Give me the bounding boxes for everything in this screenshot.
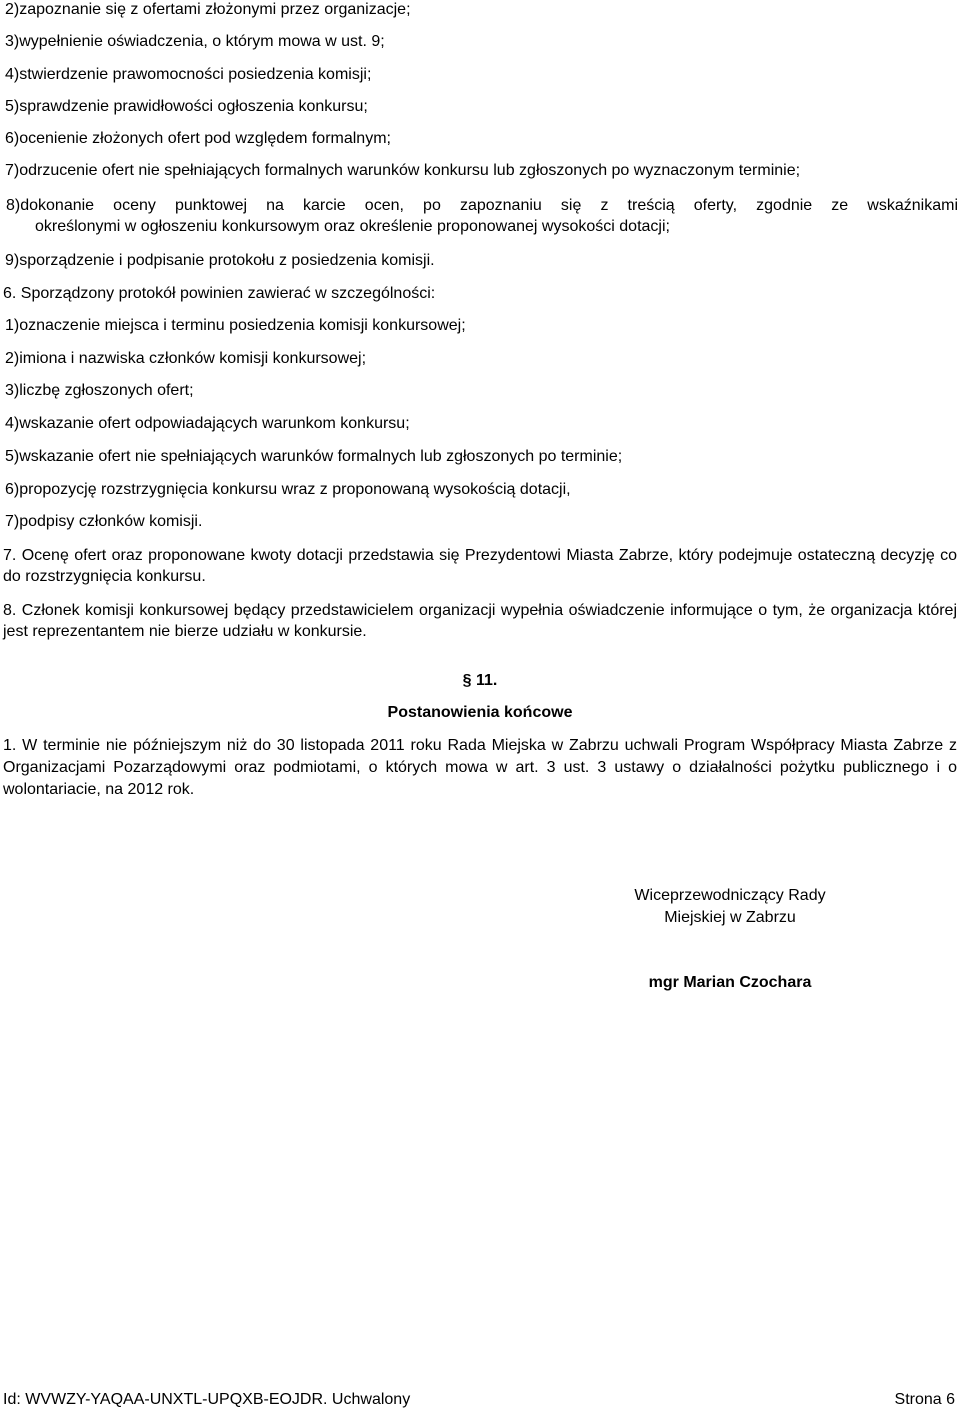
signatory-name: mgr Marian Czochara	[648, 974, 812, 991]
section-title: Postanowienia końcowe	[387, 704, 573, 721]
paragraph-6: 6. Sporządzony protokół powinien zawierać w szczególności:	[3, 285, 436, 302]
final-paragraph: 1. W terminie nie późniejszym niż do 30 listopada 2011 roku Rada Miejska w Zabrzu uchwali Program Współpracy Miasta Zabrze z Organizacjami Pozarządowymi oraz podmiotami, o których mowa w art. 3 ust. 3 ustawy o działalności pożytku publicznego i o wolontariacie, na 2012 rok.	[3, 737, 957, 798]
list-item: 9)sporządzenie i podpisanie protokołu z posiedzenia komisji.	[5, 252, 435, 269]
list-item: 4)stwierdzenie prawomocności posiedzenia komisji;	[5, 66, 372, 83]
list-item: 4)wskazanie ofert odpowiadających warunkom konkursu;	[5, 415, 410, 432]
list-item-8-continuation: określonymi w ogłoszeniu konkursowym oraz określenie proponowanej wysokości dotacji;	[35, 218, 670, 235]
paragraph-8: 8. Członek komisji konkursowej będący przedstawicielem organizacji wypełnia oświadczenie informujące o tym, że organizacja której jest reprezentantem nie bierze udziału w konkursie.	[3, 602, 957, 640]
paragraph-7: 7. Ocenę ofert oraz proponowane kwoty dotacji przedstawia się Prezydentowi Miasta Zabrze, który podejmuje ostateczną decyzję co do rozstrzygnięcia konkursu.	[3, 547, 957, 585]
list-item-8-first-line: 8)dokonanie oceny punktowej na karcie ocen, po zapoznaniu się z treścią oferty, zgodnie ze wskaźnikami	[6, 197, 958, 214]
list-item: 6)propozycję rozstrzygnięcia konkursu wraz z proponowaną wysokością dotacji,	[5, 481, 571, 498]
list-item-8	[6, 195, 958, 237]
list-item: 6)ocenienie złożonych ofert pod względem formalnym;	[5, 130, 391, 147]
list-item: 3)liczbę zgłoszonych ofert;	[5, 382, 194, 399]
list-item: 5)sprawdzenie prawidłowości ogłoszenia konkursu;	[5, 98, 368, 115]
list-item: 5)wskazanie ofert nie spełniających warunków formalnych lub zgłoszonych po terminie;	[5, 448, 623, 465]
section-number: § 11.	[462, 672, 498, 689]
list-item: 7)podpisy członków komisji.	[5, 513, 203, 530]
list-item: 7)odrzucenie ofert nie spełniających formalnych warunków konkursu lub zgłoszonych po wyznaczonym terminie;	[5, 162, 801, 179]
list-item: 1)oznaczenie miejsca i terminu posiedzenia komisji konkursowej;	[5, 317, 466, 334]
list-item: 3)wypełnienie oświadczenia, o którym mowa w ust. 9;	[5, 33, 385, 50]
signature-role-line-2: Miejskiej w Zabrzu	[664, 909, 796, 926]
page-number: Strona 6	[894, 1391, 955, 1408]
signature-role-line-1: Wiceprzewodniczący Rady	[634, 887, 826, 904]
document-id: Id: WVWZY-YAQAA-UNXTL-UPQXB-EOJDR. Uchwalony	[3, 1391, 411, 1408]
list-item: 2)zapoznanie się z ofertami złożonymi przez organizacje;	[5, 1, 411, 18]
list-item: 2)imiona i nazwiska członków komisji konkursowej;	[5, 350, 367, 367]
